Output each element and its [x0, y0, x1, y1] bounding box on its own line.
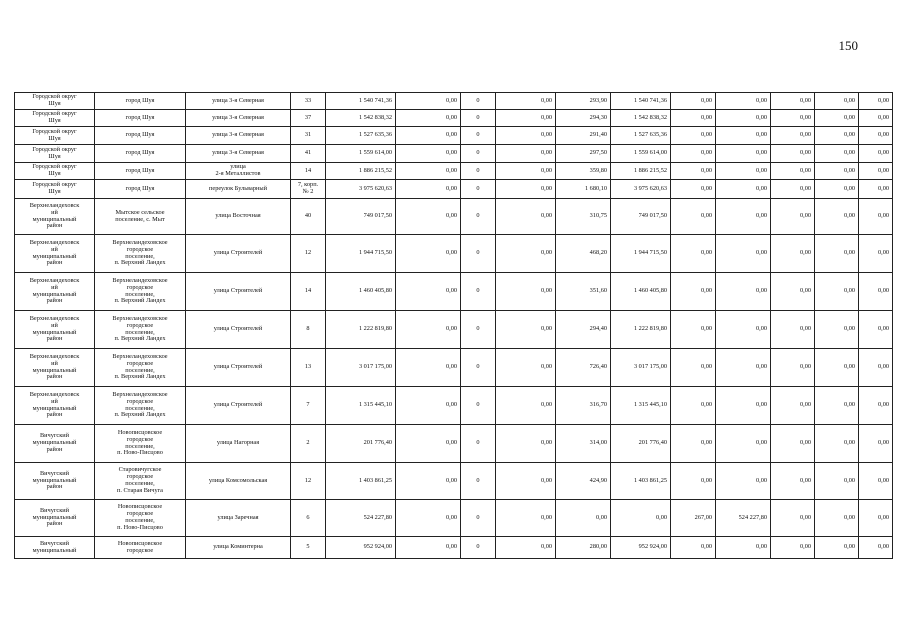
cell-area: 291,40 — [556, 127, 611, 145]
cell-col-15: 0,00 — [859, 235, 893, 273]
cell-col-15: 0,00 — [859, 537, 893, 559]
cell-col-8: 0,00 — [496, 127, 556, 145]
cell-total-cost: 3 975 620,63 — [326, 180, 396, 199]
cell-col-13: 0,00 — [771, 273, 815, 311]
cell-col-10: 749 017,50 — [611, 199, 671, 235]
cell-col-10: 0,00 — [611, 500, 671, 537]
cell-col-8: 0,00 — [496, 349, 556, 387]
cell-col-14: 0,00 — [815, 500, 859, 537]
cell-col-7: 0 — [461, 93, 496, 110]
cell-house-number: 41 — [291, 145, 326, 163]
cell-col-15: 0,00 — [859, 311, 893, 349]
cell-street: переулок Бульварный — [186, 180, 291, 199]
cell-district: Вичугский муниципальный район — [15, 500, 95, 537]
cell-col-6: 0,00 — [396, 180, 461, 199]
cell-col-6: 0,00 — [396, 127, 461, 145]
cell-street: улица Строителей — [186, 349, 291, 387]
cell-street: улица Строителей — [186, 311, 291, 349]
cell-street: улица Комсомольская — [186, 463, 291, 500]
cell-col-10: 1 944 715,50 — [611, 235, 671, 273]
cell-col-7: 0 — [461, 311, 496, 349]
cell-district: Вичугский муниципальный район — [15, 463, 95, 500]
cell-col-8: 0,00 — [496, 145, 556, 163]
table-row — [15, 127, 893, 145]
cell-col-15: 0,00 — [859, 93, 893, 110]
cell-house-number: 13 — [291, 349, 326, 387]
cell-col-8: 0,00 — [496, 163, 556, 180]
cell-col-11: 0,00 — [671, 311, 716, 349]
cell-settlement: Новописцовское городское поселение, п. Ново-Писцово — [95, 425, 186, 463]
table-row — [15, 163, 893, 180]
cell-col-14: 0,00 — [815, 463, 859, 500]
cell-settlement: Мытское сельское поселение, с. Мыт — [95, 199, 186, 235]
cell-house-number: 14 — [291, 273, 326, 311]
cell-district: Городской округ Шуя — [15, 145, 95, 163]
cell-street: улица Строителей — [186, 273, 291, 311]
cell-col-12: 0,00 — [716, 311, 771, 349]
cell-col-7: 0 — [461, 110, 496, 127]
table-row — [15, 463, 893, 500]
cell-col-6: 0,00 — [396, 463, 461, 500]
table-row — [15, 110, 893, 127]
cell-house-number: 7, корп. № 2 — [291, 180, 326, 199]
cell-total-cost: 3 017 175,00 — [326, 349, 396, 387]
cell-col-13: 0,00 — [771, 235, 815, 273]
cell-col-15: 0,00 — [859, 163, 893, 180]
cell-col-7: 0 — [461, 463, 496, 500]
cell-col-11: 0,00 — [671, 199, 716, 235]
cell-col-10: 201 776,40 — [611, 425, 671, 463]
cell-col-10: 1 540 741,36 — [611, 93, 671, 110]
table-row — [15, 387, 893, 425]
cell-settlement: Верхнеландеховское городское поселение, п. Верхний Ландех — [95, 235, 186, 273]
cell-col-10: 1 222 819,80 — [611, 311, 671, 349]
cell-col-14: 0,00 — [815, 199, 859, 235]
cell-settlement: город Шуя — [95, 145, 186, 163]
cell-total-cost: 749 017,50 — [326, 199, 396, 235]
cell-col-12: 0,00 — [716, 273, 771, 311]
cell-col-8: 0,00 — [496, 180, 556, 199]
cell-col-15: 0,00 — [859, 387, 893, 425]
cell-house-number: 6 — [291, 500, 326, 537]
cell-col-7: 0 — [461, 235, 496, 273]
cell-col-14: 0,00 — [815, 180, 859, 199]
cell-col-11: 0,00 — [671, 163, 716, 180]
cell-settlement: Верхнеландеховское городское поселение, п. Верхний Ландех — [95, 273, 186, 311]
cell-col-12: 0,00 — [716, 387, 771, 425]
cell-settlement: Новописцовское городское — [95, 537, 186, 559]
housing-repair-table — [14, 92, 893, 559]
cell-col-13: 0,00 — [771, 145, 815, 163]
table-row — [15, 500, 893, 537]
cell-col-10: 1 542 838,32 — [611, 110, 671, 127]
cell-col-13: 0,00 — [771, 311, 815, 349]
cell-col-14: 0,00 — [815, 537, 859, 559]
cell-district: Городской округ Шуя — [15, 110, 95, 127]
cell-col-11: 0,00 — [671, 145, 716, 163]
cell-col-8: 0,00 — [496, 199, 556, 235]
cell-settlement: город Шуя — [95, 163, 186, 180]
cell-street: улица Нагорная — [186, 425, 291, 463]
cell-street: улица Заречная — [186, 500, 291, 537]
cell-col-8: 0,00 — [496, 110, 556, 127]
cell-col-8: 0,00 — [496, 235, 556, 273]
cell-area: 293,90 — [556, 93, 611, 110]
cell-house-number: 40 — [291, 199, 326, 235]
cell-street: улица 2-я Металлистов — [186, 163, 291, 180]
cell-col-8: 0,00 — [496, 463, 556, 500]
cell-col-10: 1 315 445,10 — [611, 387, 671, 425]
cell-col-11: 0,00 — [671, 463, 716, 500]
cell-col-12: 0,00 — [716, 180, 771, 199]
cell-col-11: 0,00 — [671, 127, 716, 145]
cell-col-13: 0,00 — [771, 387, 815, 425]
cell-col-14: 0,00 — [815, 349, 859, 387]
cell-area: 316,70 — [556, 387, 611, 425]
cell-col-13: 0,00 — [771, 180, 815, 199]
cell-area: 359,80 — [556, 163, 611, 180]
cell-col-13: 0,00 — [771, 349, 815, 387]
cell-col-6: 0,00 — [396, 235, 461, 273]
cell-settlement: Старовичугское городское поселение, п. Старая Вичуга — [95, 463, 186, 500]
cell-col-15: 0,00 — [859, 145, 893, 163]
cell-col-6: 0,00 — [396, 349, 461, 387]
table-row — [15, 199, 893, 235]
cell-col-12: 0,00 — [716, 425, 771, 463]
table-row — [15, 349, 893, 387]
cell-district: Городской округ Шуя — [15, 93, 95, 110]
cell-street: улица Строителей — [186, 387, 291, 425]
cell-col-8: 0,00 — [496, 93, 556, 110]
cell-col-7: 0 — [461, 273, 496, 311]
cell-col-14: 0,00 — [815, 127, 859, 145]
cell-col-13: 0,00 — [771, 463, 815, 500]
cell-col-8: 0,00 — [496, 500, 556, 537]
cell-col-7: 0 — [461, 500, 496, 537]
cell-col-14: 0,00 — [815, 425, 859, 463]
cell-col-11: 0,00 — [671, 235, 716, 273]
cell-col-6: 0,00 — [396, 425, 461, 463]
cell-col-10: 1 559 614,00 — [611, 145, 671, 163]
cell-col-15: 0,00 — [859, 500, 893, 537]
cell-area: 351,60 — [556, 273, 611, 311]
cell-col-12: 0,00 — [716, 537, 771, 559]
cell-district: Верхнеландеховск ий муниципальный район — [15, 199, 95, 235]
cell-col-7: 0 — [461, 163, 496, 180]
cell-area: 280,00 — [556, 537, 611, 559]
cell-settlement: Верхнеландеховское городское поселение, п. Верхний Ландех — [95, 387, 186, 425]
cell-area: 310,75 — [556, 199, 611, 235]
cell-total-cost: 1 886 215,52 — [326, 163, 396, 180]
cell-district: Верхнеландеховск ий муниципальный район — [15, 311, 95, 349]
cell-total-cost: 1 222 819,80 — [326, 311, 396, 349]
cell-house-number: 37 — [291, 110, 326, 127]
cell-col-10: 1 460 405,80 — [611, 273, 671, 311]
cell-house-number: 2 — [291, 425, 326, 463]
cell-house-number: 12 — [291, 235, 326, 273]
cell-col-11: 0,00 — [671, 425, 716, 463]
cell-district: Верхнеландеховск ий муниципальный район — [15, 387, 95, 425]
cell-col-13: 0,00 — [771, 127, 815, 145]
table-row — [15, 180, 893, 199]
cell-col-15: 0,00 — [859, 127, 893, 145]
cell-col-12: 0,00 — [716, 145, 771, 163]
cell-street: улица Строителей — [186, 235, 291, 273]
cell-col-14: 0,00 — [815, 273, 859, 311]
cell-col-12: 0,00 — [716, 93, 771, 110]
cell-col-7: 0 — [461, 537, 496, 559]
cell-col-14: 0,00 — [815, 163, 859, 180]
cell-col-8: 0,00 — [496, 273, 556, 311]
cell-district: Вичугский муниципальный — [15, 537, 95, 559]
cell-col-15: 0,00 — [859, 180, 893, 199]
cell-district: Верхнеландеховск ий муниципальный район — [15, 235, 95, 273]
cell-col-12: 524 227,80 — [716, 500, 771, 537]
table-row — [15, 235, 893, 273]
table-row — [15, 145, 893, 163]
cell-col-10: 1 886 215,52 — [611, 163, 671, 180]
cell-col-8: 0,00 — [496, 387, 556, 425]
cell-area: 314,00 — [556, 425, 611, 463]
cell-col-7: 0 — [461, 425, 496, 463]
cell-col-11: 267,00 — [671, 500, 716, 537]
cell-house-number: 12 — [291, 463, 326, 500]
cell-col-14: 0,00 — [815, 145, 859, 163]
cell-col-10: 3 017 175,00 — [611, 349, 671, 387]
table-row — [15, 425, 893, 463]
cell-total-cost: 1 559 614,00 — [326, 145, 396, 163]
cell-district: Городской округ Шуя — [15, 127, 95, 145]
cell-col-12: 0,00 — [716, 110, 771, 127]
cell-col-15: 0,00 — [859, 349, 893, 387]
cell-col-7: 0 — [461, 199, 496, 235]
cell-street: улица Коминтерна — [186, 537, 291, 559]
cell-col-6: 0,00 — [396, 273, 461, 311]
cell-col-13: 0,00 — [771, 425, 815, 463]
cell-district: Городской округ Шуя — [15, 163, 95, 180]
cell-house-number: 7 — [291, 387, 326, 425]
cell-district: Вичугский муниципальный район — [15, 425, 95, 463]
cell-col-13: 0,00 — [771, 163, 815, 180]
cell-area: 468,20 — [556, 235, 611, 273]
cell-col-12: 0,00 — [716, 463, 771, 500]
cell-col-11: 0,00 — [671, 180, 716, 199]
cell-col-6: 0,00 — [396, 93, 461, 110]
cell-col-12: 0,00 — [716, 163, 771, 180]
cell-col-12: 0,00 — [716, 235, 771, 273]
cell-col-12: 0,00 — [716, 127, 771, 145]
cell-total-cost: 1 527 635,36 — [326, 127, 396, 145]
cell-col-7: 0 — [461, 349, 496, 387]
cell-col-11: 0,00 — [671, 387, 716, 425]
cell-house-number: 33 — [291, 93, 326, 110]
cell-col-15: 0,00 — [859, 273, 893, 311]
cell-district: Верхнеландеховск ий муниципальный район — [15, 273, 95, 311]
cell-col-6: 0,00 — [396, 199, 461, 235]
cell-settlement: город Шуя — [95, 93, 186, 110]
cell-col-11: 0,00 — [671, 110, 716, 127]
cell-settlement: город Шуя — [95, 127, 186, 145]
cell-street: улица 3-я Северная — [186, 127, 291, 145]
cell-area: 294,30 — [556, 110, 611, 127]
cell-col-7: 0 — [461, 145, 496, 163]
cell-col-6: 0,00 — [396, 163, 461, 180]
cell-area: 726,40 — [556, 349, 611, 387]
cell-col-6: 0,00 — [396, 537, 461, 559]
cell-total-cost: 1 944 715,50 — [326, 235, 396, 273]
cell-col-12: 0,00 — [716, 349, 771, 387]
cell-street: улица 3-я Северная — [186, 110, 291, 127]
cell-col-11: 0,00 — [671, 537, 716, 559]
cell-settlement: Верхнеландеховское городское поселение, п. Верхний Ландех — [95, 349, 186, 387]
cell-street: улица Восточная — [186, 199, 291, 235]
cell-col-6: 0,00 — [396, 311, 461, 349]
table-row — [15, 273, 893, 311]
cell-col-14: 0,00 — [815, 387, 859, 425]
cell-col-13: 0,00 — [771, 199, 815, 235]
cell-house-number: 5 — [291, 537, 326, 559]
cell-area: 1 680,10 — [556, 180, 611, 199]
cell-col-10: 952 924,00 — [611, 537, 671, 559]
cell-settlement: Новописцовское городское поселение, п. Ново-Писцово — [95, 500, 186, 537]
cell-col-7: 0 — [461, 127, 496, 145]
cell-total-cost: 524 227,80 — [326, 500, 396, 537]
cell-col-6: 0,00 — [396, 110, 461, 127]
cell-district: Городской округ Шуя — [15, 180, 95, 199]
cell-col-10: 1 403 861,25 — [611, 463, 671, 500]
cell-house-number: 14 — [291, 163, 326, 180]
cell-total-cost: 1 315 445,10 — [326, 387, 396, 425]
cell-total-cost: 952 924,00 — [326, 537, 396, 559]
cell-area: 424,90 — [556, 463, 611, 500]
cell-col-10: 1 527 635,36 — [611, 127, 671, 145]
cell-col-15: 0,00 — [859, 110, 893, 127]
table-body — [15, 93, 893, 559]
cell-col-13: 0,00 — [771, 110, 815, 127]
cell-district: Верхнеландеховск ий муниципальный район — [15, 349, 95, 387]
cell-col-14: 0,00 — [815, 311, 859, 349]
cell-col-11: 0,00 — [671, 349, 716, 387]
cell-col-13: 0,00 — [771, 500, 815, 537]
cell-total-cost: 1 542 838,32 — [326, 110, 396, 127]
cell-area: 0,00 — [556, 500, 611, 537]
cell-col-8: 0,00 — [496, 425, 556, 463]
cell-total-cost: 1 403 861,25 — [326, 463, 396, 500]
cell-settlement: город Шуя — [95, 180, 186, 199]
cell-col-11: 0,00 — [671, 273, 716, 311]
cell-col-12: 0,00 — [716, 199, 771, 235]
cell-col-15: 0,00 — [859, 463, 893, 500]
cell-col-6: 0,00 — [396, 500, 461, 537]
cell-house-number: 31 — [291, 127, 326, 145]
cell-settlement: Верхнеландеховское городское поселение, п. Верхний Ландех — [95, 311, 186, 349]
cell-col-13: 0,00 — [771, 537, 815, 559]
cell-street: улица 3-я Северная — [186, 93, 291, 110]
cell-col-11: 0,00 — [671, 93, 716, 110]
cell-col-14: 0,00 — [815, 93, 859, 110]
cell-col-6: 0,00 — [396, 145, 461, 163]
cell-col-8: 0,00 — [496, 537, 556, 559]
table-row — [15, 537, 893, 559]
cell-total-cost: 1 460 405,80 — [326, 273, 396, 311]
cell-area: 294,40 — [556, 311, 611, 349]
cell-col-7: 0 — [461, 180, 496, 199]
cell-col-14: 0,00 — [815, 235, 859, 273]
table-row — [15, 93, 893, 110]
cell-col-7: 0 — [461, 387, 496, 425]
cell-col-10: 3 975 620,63 — [611, 180, 671, 199]
cell-col-15: 0,00 — [859, 425, 893, 463]
cell-col-8: 0,00 — [496, 311, 556, 349]
table-row — [15, 311, 893, 349]
cell-area: 297,50 — [556, 145, 611, 163]
cell-col-15: 0,00 — [859, 199, 893, 235]
cell-total-cost: 1 540 741,36 — [326, 93, 396, 110]
cell-total-cost: 201 776,40 — [326, 425, 396, 463]
cell-street: улица 3-я Северная — [186, 145, 291, 163]
cell-house-number: 8 — [291, 311, 326, 349]
cell-col-13: 0,00 — [771, 93, 815, 110]
page-number: 150 — [838, 38, 858, 53]
cell-settlement: город Шуя — [95, 110, 186, 127]
cell-col-14: 0,00 — [815, 110, 859, 127]
cell-col-6: 0,00 — [396, 387, 461, 425]
